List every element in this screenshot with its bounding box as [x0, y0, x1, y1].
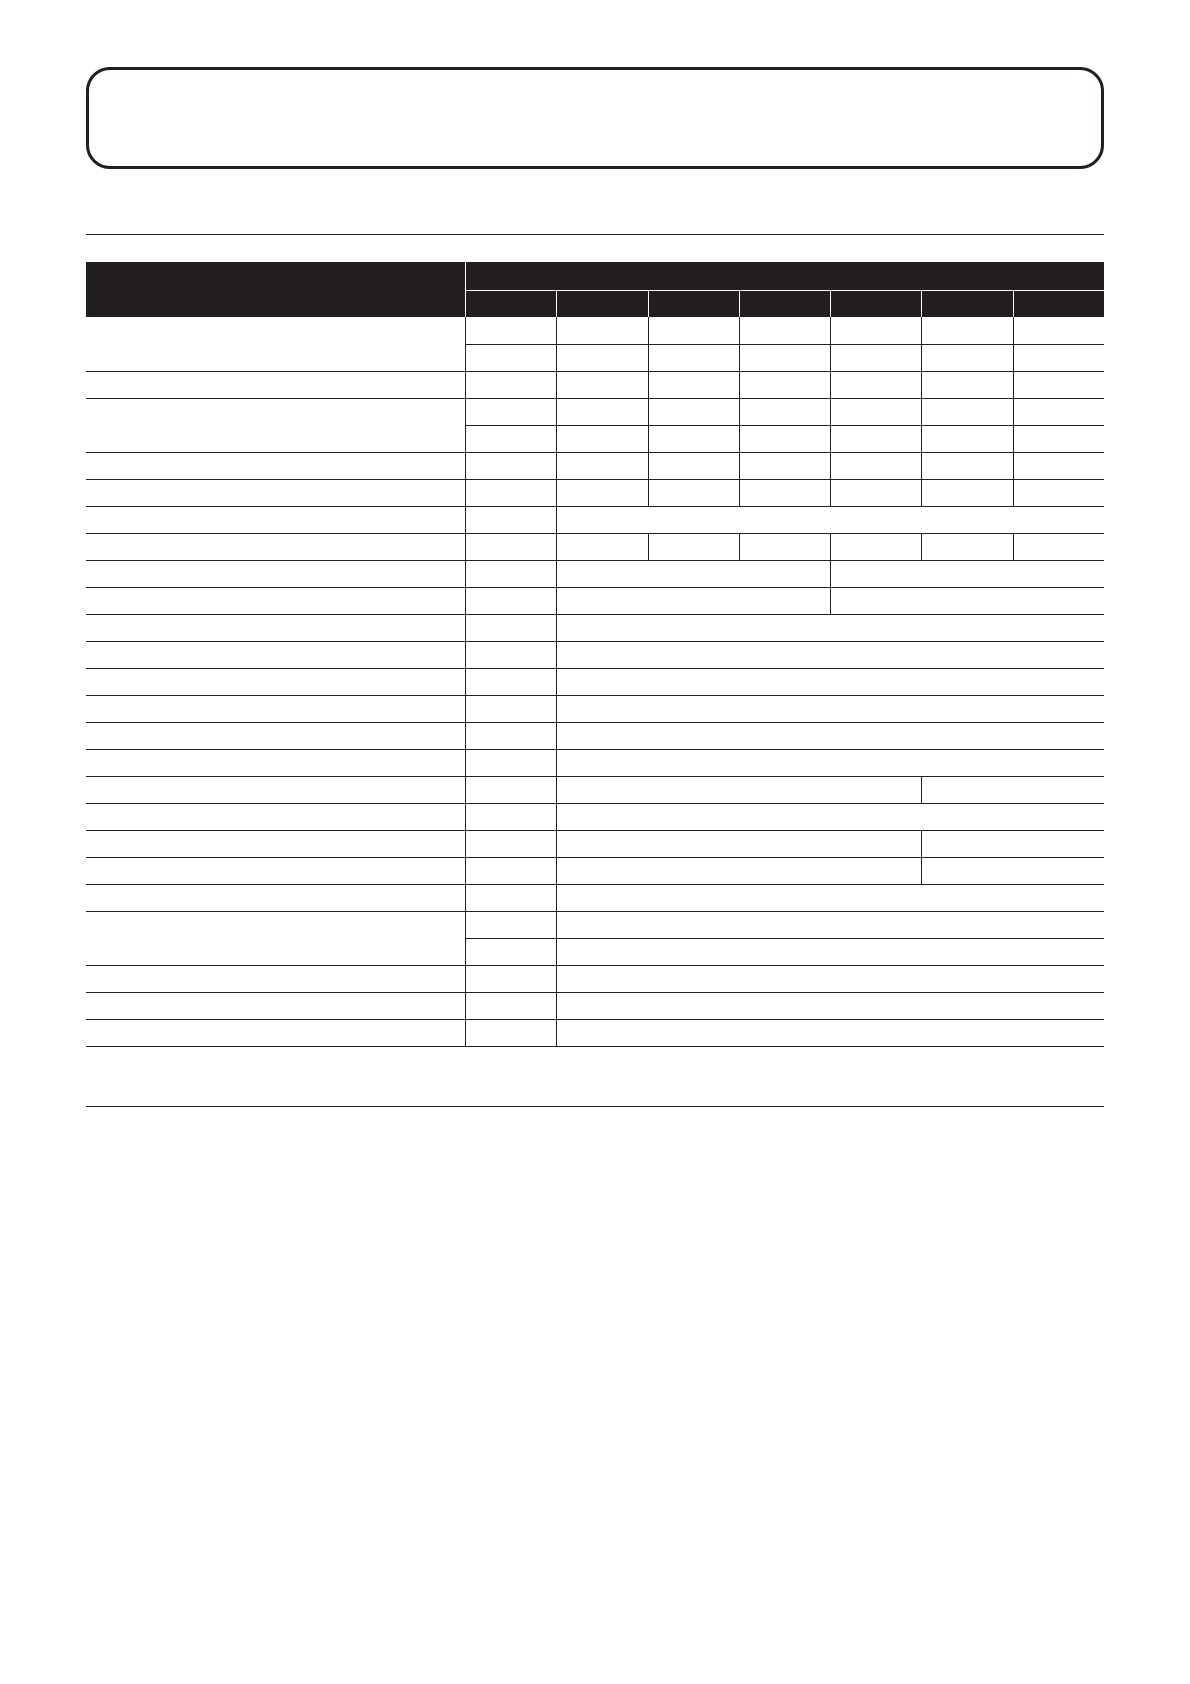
table-cell: [1013, 344, 1104, 371]
table-row: [86, 992, 1104, 1019]
row-label-cell: [86, 803, 465, 830]
table-cell: [465, 560, 556, 587]
table-cell: [921, 776, 1104, 803]
table-cell: [1013, 479, 1104, 506]
table-cell: [648, 452, 739, 479]
table-row: [86, 533, 1104, 560]
table-row: [86, 452, 1104, 479]
table-cell: [465, 371, 556, 398]
table-cell: [465, 803, 556, 830]
table-cell: [556, 992, 1104, 1019]
table-row: [86, 587, 1104, 614]
row-label-cell: [86, 749, 465, 776]
table-cell: [921, 830, 1104, 857]
table-cell: [465, 614, 556, 641]
table-cell: [648, 371, 739, 398]
table-cell: [648, 425, 739, 452]
table-cell: [465, 425, 556, 452]
row-label-cell: [86, 317, 465, 371]
table-header-column-cell: [830, 290, 921, 317]
table-cell: [648, 344, 739, 371]
table-row: [86, 371, 1104, 398]
table-cell: [648, 398, 739, 425]
section-rule-top: [86, 234, 1104, 235]
table-cell: [739, 398, 830, 425]
table-header-row: [86, 262, 1104, 290]
table-row: [86, 965, 1104, 992]
table-header-group-cell: [465, 262, 1104, 290]
row-label-cell: [86, 722, 465, 749]
table-cell: [739, 425, 830, 452]
table-cell: [465, 695, 556, 722]
row-label-cell: [86, 479, 465, 506]
table-cell: [465, 479, 556, 506]
table-cell: [556, 857, 921, 884]
section-rule-bottom: [86, 1106, 1104, 1107]
table-cell: [556, 479, 648, 506]
table-cell: [556, 614, 1104, 641]
row-label-cell: [86, 452, 465, 479]
table-cell: [556, 695, 1104, 722]
table-cell: [739, 344, 830, 371]
table-cell: [556, 452, 648, 479]
table-cell: [1013, 317, 1104, 344]
row-label-cell: [86, 830, 465, 857]
table-row: [86, 614, 1104, 641]
table-row: [86, 668, 1104, 695]
table-cell: [739, 533, 830, 560]
table-cell: [465, 452, 556, 479]
table-header-column-cell: [921, 290, 1013, 317]
table-cell: [465, 506, 556, 533]
table-cell: [556, 830, 921, 857]
table-cell: [556, 938, 1104, 965]
table-cell: [465, 776, 556, 803]
table-cell: [830, 560, 1104, 587]
table-cell: [465, 398, 556, 425]
table-cell: [556, 344, 648, 371]
table-row: [86, 506, 1104, 533]
table-row: [86, 830, 1104, 857]
table-cell: [830, 479, 921, 506]
table-row: [86, 695, 1104, 722]
table-cell: [830, 452, 921, 479]
table-row: [86, 1019, 1104, 1046]
table-cell: [830, 533, 921, 560]
row-label-cell: [86, 560, 465, 587]
row-label-cell: [86, 371, 465, 398]
table-cell: [556, 884, 1104, 911]
row-label-cell: [86, 398, 465, 452]
table-cell: [648, 533, 739, 560]
table-cell: [1013, 452, 1104, 479]
table-cell: [830, 398, 921, 425]
table-cell: [830, 344, 921, 371]
table-row: [86, 317, 1104, 344]
table-header-column-cell: [1013, 290, 1104, 317]
row-label-cell: [86, 965, 465, 992]
table-cell: [465, 344, 556, 371]
table-cell: [465, 965, 556, 992]
table-header-column-cell: [648, 290, 739, 317]
table-cell: [465, 938, 556, 965]
table-row: [86, 749, 1104, 776]
table-cell: [1013, 425, 1104, 452]
table-row: [86, 398, 1104, 425]
table-cell: [921, 317, 1013, 344]
table-cell: [648, 317, 739, 344]
table-cell: [556, 317, 648, 344]
row-label-cell: [86, 533, 465, 560]
table-body: [86, 317, 1104, 1046]
table-header-column-cell: [739, 290, 830, 317]
table-cell: [739, 479, 830, 506]
table-cell: [465, 911, 556, 938]
table-cell: [465, 587, 556, 614]
table-cell: [465, 749, 556, 776]
table-row: [86, 884, 1104, 911]
table-row: [86, 641, 1104, 668]
table-cell: [556, 560, 830, 587]
table-cell: [556, 641, 1104, 668]
table-cell: [556, 1019, 1104, 1046]
table-cell: [465, 317, 556, 344]
table-header-column-cell: [556, 290, 648, 317]
table-cell: [921, 479, 1013, 506]
row-label-cell: [86, 911, 465, 965]
table-cell: [739, 371, 830, 398]
table-row: [86, 722, 1104, 749]
table-cell: [556, 749, 1104, 776]
table-cell: [556, 668, 1104, 695]
table-cell: [465, 533, 556, 560]
table-cell: [921, 857, 1104, 884]
table-cell: [556, 533, 648, 560]
table-row: [86, 560, 1104, 587]
table-cell: [830, 425, 921, 452]
table-cell: [556, 371, 648, 398]
table-cell: [465, 668, 556, 695]
table-header: [86, 262, 1104, 317]
table-header-label-cell: [86, 262, 465, 317]
row-label-cell: [86, 668, 465, 695]
table-cell: [465, 992, 556, 1019]
table-cell: [556, 506, 1104, 533]
table-cell: [556, 425, 648, 452]
table-header-column-cell: [465, 290, 556, 317]
row-label-cell: [86, 1019, 465, 1046]
table-cell: [830, 371, 921, 398]
row-label-cell: [86, 992, 465, 1019]
table-cell: [556, 911, 1104, 938]
table-cell: [556, 587, 830, 614]
table-cell: [739, 452, 830, 479]
table-cell: [556, 965, 1104, 992]
table-cell: [739, 317, 830, 344]
row-label-cell: [86, 857, 465, 884]
table-cell: [465, 641, 556, 668]
table-cell: [556, 803, 1104, 830]
table-cell: [921, 425, 1013, 452]
table-cell: [1013, 398, 1104, 425]
row-label-cell: [86, 641, 465, 668]
table-cell: [556, 776, 921, 803]
table-cell: [830, 317, 921, 344]
row-label-cell: [86, 506, 465, 533]
table-cell: [921, 452, 1013, 479]
title-box: [86, 67, 1104, 169]
table-cell: [465, 857, 556, 884]
table-row: [86, 776, 1104, 803]
table-cell: [465, 722, 556, 749]
table-cell: [465, 830, 556, 857]
table-cell: [921, 344, 1013, 371]
table-cell: [465, 884, 556, 911]
table-cell: [1013, 371, 1104, 398]
table-row: [86, 911, 1104, 938]
row-label-cell: [86, 776, 465, 803]
table-cell: [921, 398, 1013, 425]
table-cell: [648, 479, 739, 506]
table-cell: [1013, 533, 1104, 560]
table-cell: [465, 1019, 556, 1046]
row-label-cell: [86, 884, 465, 911]
table-row: [86, 857, 1104, 884]
row-label-cell: [86, 695, 465, 722]
table-cell: [921, 533, 1013, 560]
spec-table: [86, 262, 1104, 1047]
table-cell: [556, 398, 648, 425]
table-cell: [921, 371, 1013, 398]
row-label-cell: [86, 587, 465, 614]
row-label-cell: [86, 614, 465, 641]
table-cell: [830, 587, 1104, 614]
table-row: [86, 803, 1104, 830]
table-cell: [556, 722, 1104, 749]
table-row: [86, 479, 1104, 506]
